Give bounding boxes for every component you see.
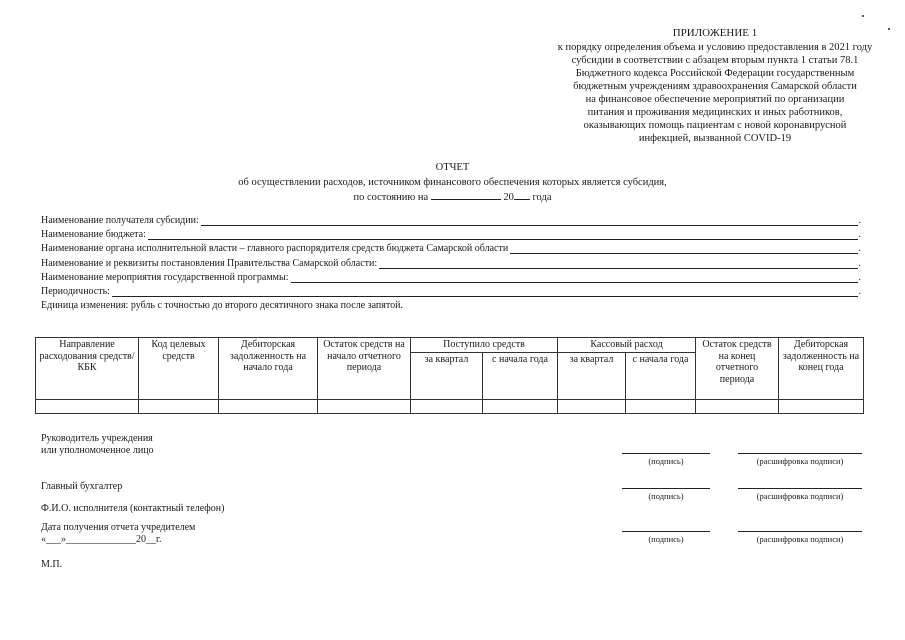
table-cell[interactable] [411,399,483,413]
table-cell[interactable] [626,399,696,413]
field-recipient-input[interactable] [201,217,858,226]
accountant-decoding-line[interactable] [738,488,862,489]
appendix-line: к порядку определения объема и условию предоставления в 2021 году [557,42,873,53]
field-resolution-input[interactable] [379,260,857,269]
table-header-row [36,338,864,353]
as-of-year-prefix: 20 [503,192,514,203]
appendix-line: бюджетным учреждениям здравоохранения Самарской области [573,81,857,92]
sig-date-template[interactable]: «___»______________20__г. [41,534,162,545]
field-program-event: Наименование мероприятия государственной программы: . [41,272,861,283]
appendix-header [520,27,905,145]
table-row [36,399,864,413]
date-signature-line[interactable] [622,531,710,532]
table-cell[interactable] [696,399,779,413]
head-signature-line[interactable] [622,453,710,454]
group-received: Поступило средств [411,338,558,353]
col-receivable-start: Дебиторская задолженность на начало года [219,338,318,400]
as-of-year-blank[interactable] [514,191,530,200]
stamp-label: М.П. [41,559,63,570]
field-budget-input[interactable] [148,231,858,240]
table-cell[interactable] [36,399,139,413]
sig-accountant-label: Главный бухгалтер [41,481,123,492]
accountant-decoding-caption: (расшифровка подписи) [756,491,844,501]
field-label: Наименование бюджета: [41,229,146,240]
table-cell[interactable] [139,399,219,413]
field-label: Наименование получателя субсидии: [41,215,199,226]
head-signature-caption: (подпись) [648,456,684,466]
col-balance-start: Остаток средств на начало отчетного периода [318,338,411,400]
sig-head-line1: Руководитель учреждения [41,433,153,444]
col-balance-end: Остаток средств на конец отчетного периода [696,338,779,400]
field-periodicity-input[interactable] [112,288,858,297]
appendix-title: ПРИЛОЖЕНИЕ 1 [672,27,758,39]
accountant-signature-line[interactable] [622,488,710,489]
as-of-suffix: года [532,192,552,203]
head-decoding-line[interactable] [738,453,862,454]
field-resolution: Наименование и реквизиты постановления Правительства Самарской области: . [41,258,861,269]
appendix-line: инфекцией, вызванной COVID-19 [638,133,792,144]
group-cash: Кассовый расход [558,338,696,353]
col-code: Код целевых средств [139,338,219,400]
field-periodicity: Периодичность: . [41,286,861,297]
field-program-event-input[interactable] [291,274,858,283]
appendix-line: на финансовое обеспечение мероприятий по организации [585,94,845,105]
sub-received-quarter: за квартал [411,352,483,399]
field-authority-input[interactable] [510,245,857,254]
col-direction: Направление расходования средств/КБК [36,338,139,400]
field-budget: Наименование бюджета: . [41,229,861,240]
field-authority: Наименование органа исполнительной власти – главного распорядителя средств бюджета Самарской области . [41,243,861,254]
head-decoding-caption: (расшифровка подписи) [756,456,844,466]
report-subtitle: об осуществлении расходов, источником финансового обеспечения которых является субсидия, [238,177,667,188]
field-label: Наименование органа исполнительной власти – главного распорядителя средств бюджета Самарской области [41,243,509,254]
field-label: Наименование и реквизиты постановления Правительства Самарской области: [41,258,378,269]
sub-cash-year: с начала года [626,352,696,399]
report-as-of [0,191,905,203]
report-table [35,337,864,414]
appendix-line: субсидии в соответствии с абзацем вторым пункта 1 статьи 78.1 [571,55,859,66]
date-decoding-line[interactable] [738,531,862,532]
sig-date-received: Дата получения отчета учредителем [41,522,196,533]
table-cell[interactable] [219,399,318,413]
report-title: ОТЧЕТ [435,162,470,173]
unit-note: Единица изменения: рубль с точностью до второго десятичного знака после запятой. [41,300,403,311]
table-cell[interactable] [779,399,864,413]
scan-mark [888,28,890,30]
sig-head-line2: или уполномоченное лицо [41,445,154,456]
scan-mark [862,15,864,17]
sig-date-label [41,522,195,546]
sub-received-year: с начала года [483,352,558,399]
field-label: Наименование мероприятия государственной программы: [41,272,289,283]
field-recipient: Наименование получателя субсидии: . [41,215,861,226]
date-signature-caption: (подпись) [648,534,684,544]
sig-executor-label: Ф.И.О. исполнителя (контактный телефон) [41,503,225,514]
as-of-date-blank[interactable] [431,191,501,200]
field-label: Периодичность: [41,286,110,297]
table-cell[interactable] [558,399,626,413]
sig-head-label [41,433,154,457]
appendix-line: Бюджетного кодекса Российской Федерации государственным [575,68,855,79]
date-decoding-caption: (расшифровка подписи) [756,534,844,544]
sub-cash-quarter: за квартал [558,352,626,399]
as-of-prefix: по состоянию на [353,192,429,203]
appendix-line: оказывающих помощь пациентам с новой коронавирусной [583,120,847,131]
table-cell[interactable] [318,399,411,413]
appendix-line: питания и проживания медицинских и иных работников, [587,107,843,118]
col-receivable-end: Дебиторская задолженность на конец года [779,338,864,400]
table-cell[interactable] [483,399,558,413]
accountant-signature-caption: (подпись) [648,491,684,501]
